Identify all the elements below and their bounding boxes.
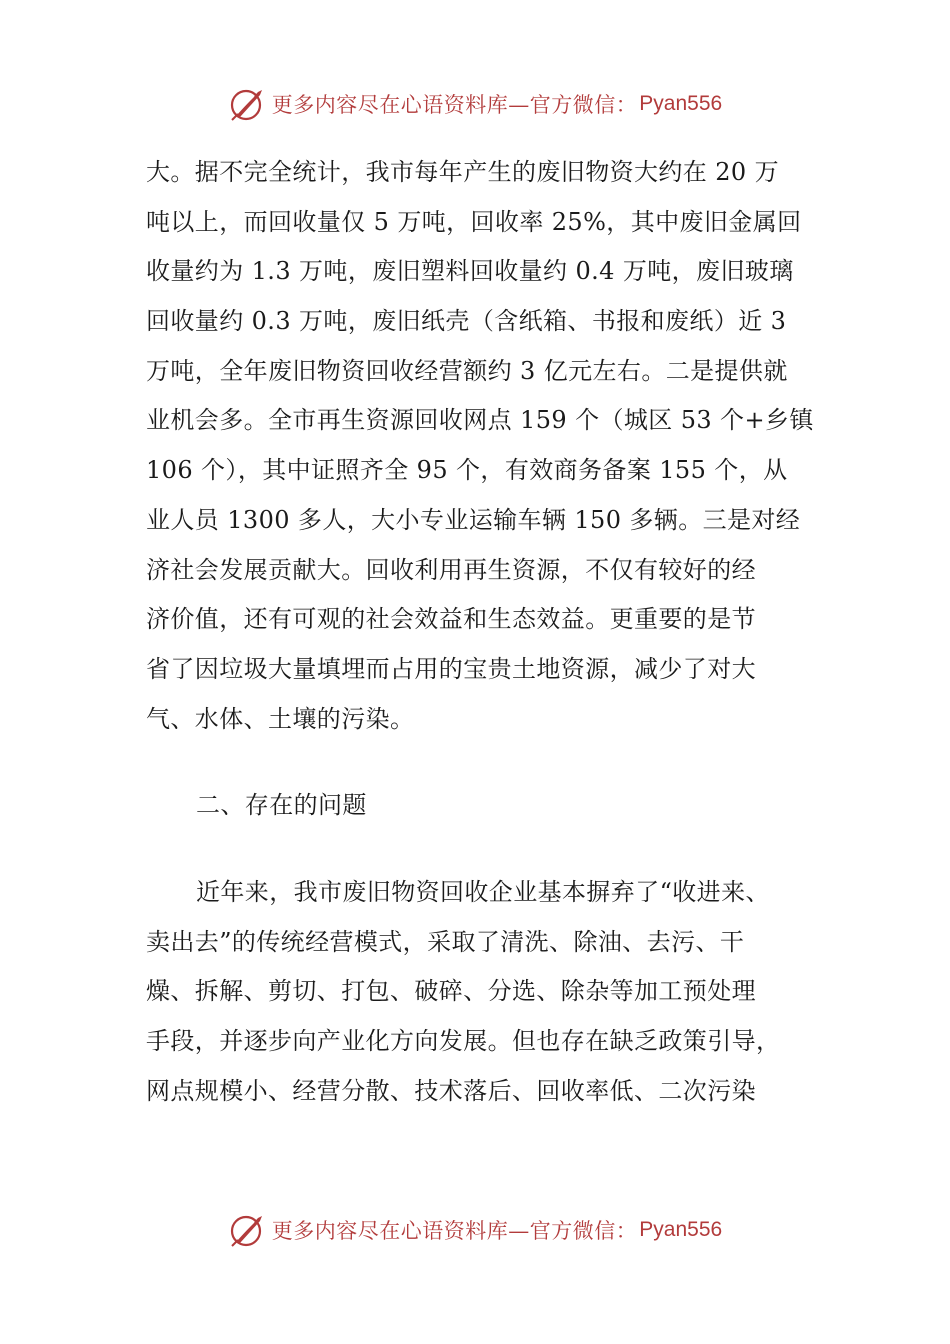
header-banner [0,82,950,126]
paragraph-line: 回收量约 0.3 万吨，废旧纸壳（含纸箱、书报和废纸）近 3 [146,307,787,336]
paragraph-line: 万吨，全年废旧物资回收经营额约 3 亿元左右。二是提供就 [146,356,788,385]
quill-pen-logo-icon [228,84,268,124]
paragraph-line: 106 个），其中证照齐全 95 个，有效商务备案 155 个，从 [146,456,788,485]
paragraph-line: 大。据不完全统计，我市每年产生的废旧物资大约在 20 万 [146,158,779,186]
header-wechat-id: Pyan556 [639,92,723,115]
document-body [146,148,814,1116]
footer-wechat-id: Pyan556 [639,1218,723,1241]
paragraph-line: 吨以上，而回收量仅 5 万吨，回收率 25%，其中废旧金属回 [146,207,802,236]
paragraph-line: 济价值，还有可观的社会效益和生态效益。更重要的是节 [146,605,756,634]
spacer [146,831,806,868]
paragraph-line: 业机会多。全市再生资源回收网点 159 个（城区 53 个+乡镇 [146,406,814,435]
paragraph-2 [146,868,806,1116]
paragraph-line: 网点规模小、经营分散、技术落后、回收率低、二次污染 [146,1076,756,1105]
paragraph-line: 省了因垃圾大量填埋而占用的宝贵土地资源，减少了对大 [146,654,756,683]
quill-pen-logo-icon [228,1210,268,1250]
paragraph-line: 收量约为 1.3 万吨，废旧塑料回收量约 0.4 万吨，废旧玻璃 [146,257,794,286]
paragraph-line: 手段，并逐步向产业化方向发展。但也存在缺乏政策引导， [146,1027,781,1055]
paragraph-line: 业人员 1300 多人，大小专业运输车辆 150 多辆。三是对经 [146,505,801,534]
paragraph-line: 近年来，我市废旧物资回收企业基本摒弃了“收进来、 [196,877,770,906]
spacer [146,744,806,781]
section-heading: 二、存在的问题 [196,791,367,820]
paragraph-line: 卖出去”的传统经营模式，采取了清洗、除油、去污、干 [146,927,745,956]
paragraph-line: 气、水体、土壤的污染。 [146,704,415,733]
paragraph-line: 济社会发展贡献大。回收利用再生资源，不仅有较好的经 [146,555,756,584]
footer-banner-text: 更多内容尽在心语资料库—官方微信： [271,1219,638,1243]
header-banner-text: 更多内容尽在心语资料库—官方微信： [271,93,638,117]
paragraph-1 [146,148,814,744]
footer-banner [0,1208,950,1252]
paragraph-line: 燥、拆解、剪切、打包、破碎、分选、除杂等加工预处理 [146,977,756,1006]
